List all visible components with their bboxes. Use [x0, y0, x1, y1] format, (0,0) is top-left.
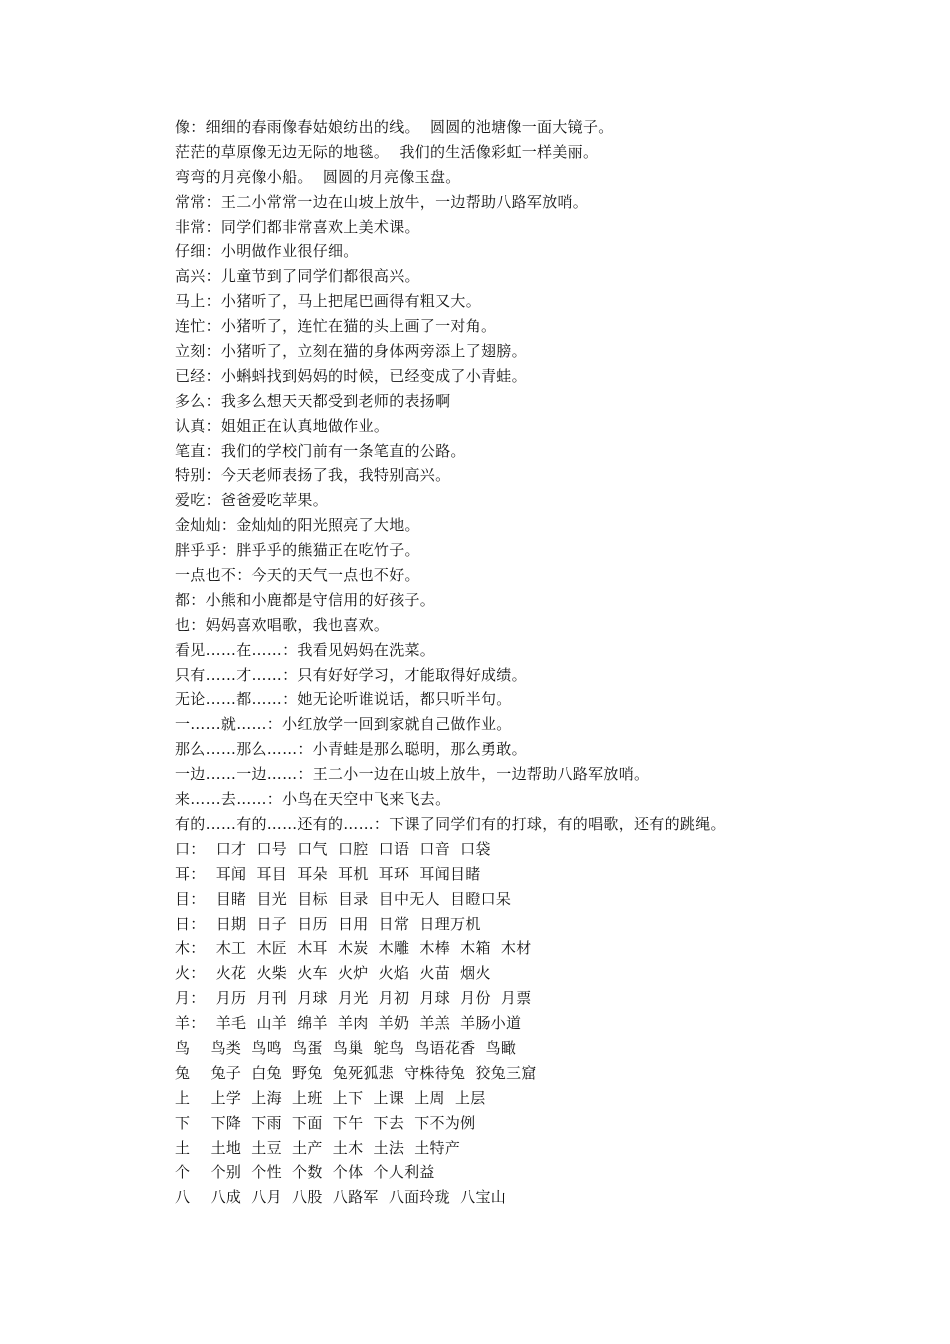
- text-line: 仔细：小明做作业很仔细。: [175, 242, 359, 261]
- word-group-line: 日： 日期 日子 日历 日用 日常 日理万机: [175, 914, 481, 933]
- word-group-line: 耳： 耳闻 耳目 耳朵 耳机 耳环 耳闻目睹: [175, 864, 481, 883]
- text-line: 弯弯的月亮像小船。 圆圆的月亮像玉盘。: [175, 167, 461, 186]
- word-group-line: 火： 火花 火柴 火车 火炉 火焰 火苗 烟火: [175, 964, 491, 983]
- word-group-line: 月： 月历 月刊 月球 月光 月初 月球 月份 月票: [175, 989, 532, 1008]
- text-line: 连忙：小猪听了，连忙在猫的头上画了一对角。: [175, 317, 497, 336]
- word-group-line: 羊： 羊毛 山羊 绵羊 羊肉 羊奶 羊羔 羊肠小道: [175, 1014, 522, 1033]
- text-line: 都：小熊和小鹿都是守信用的好孩子。: [175, 590, 436, 609]
- word-group-line: 上 上学 上海 上班 上下 上课 上周 上层: [175, 1088, 486, 1107]
- text-line: 马上：小猪听了，马上把尾巴画得有粗又大。: [175, 292, 482, 311]
- text-line: 多么：我多么想天天都受到老师的表扬啊: [175, 391, 451, 410]
- text-line: 笔直：我们的学校门前有一条笔直的公路。: [175, 441, 466, 460]
- text-line: 也：妈妈喜欢唱歌，我也喜欢。: [175, 615, 390, 634]
- text-line: 金灿灿：金灿灿的阳光照亮了大地。: [175, 516, 420, 535]
- text-line: 一点也不：今天的天气一点也不好。: [175, 566, 420, 585]
- text-line: 有的……有的……还有的……：下课了同学们有的打球，有的唱歌，还有的跳绳。: [175, 814, 726, 833]
- text-line: 来……去……：小鸟在天空中飞来飞去。: [175, 790, 451, 809]
- text-line: 认真：姐姐正在认真地做作业。: [175, 416, 390, 435]
- word-group-line: 鸟 鸟类 鸟鸣 鸟蛋 鸟巢 鸵鸟 鸟语花香 鸟瞰: [175, 1038, 517, 1057]
- text-line: 看见……在……：我看见妈妈在洗菜。: [175, 640, 436, 659]
- text-line: 立刻：小猪听了，立刻在猫的身体两旁添上了翅膀。: [175, 342, 527, 361]
- text-line: 非常：同学们都非常喜欢上美术课。: [175, 217, 420, 236]
- word-group-line: 个 个别 个性 个数 个体 个人利益: [175, 1163, 435, 1182]
- word-group-line: 口： 口才 口号 口气 口腔 口语 口音 口袋: [175, 839, 491, 858]
- text-line: 一边……一边……：王二小一边在山坡上放牛，一边帮助八路军放哨。: [175, 765, 650, 784]
- text-line: 已经：小蝌蚪找到妈妈的时候，已经变成了小青蛙。: [175, 366, 527, 385]
- text-line: 只有……才……：只有好好学习，才能取得好成绩。: [175, 665, 527, 684]
- text-line: 无论……都……：她无论听谁说话，都只听半句。: [175, 690, 512, 709]
- word-group-line: 木： 木工 木匠 木耳 木炭 木雕 木棒 木箱 木材: [175, 939, 532, 958]
- word-group-line: 目： 目睹 目光 目标 目录 目中无人 目瞪口呆: [175, 889, 512, 908]
- document-body: [175, 115, 915, 1210]
- text-line: 高兴：儿童节到了同学们都很高兴。: [175, 267, 420, 286]
- text-line: 爱吃：爸爸爱吃苹果。: [175, 491, 329, 510]
- text-line: 一……就……：小红放学一回到家就自己做作业。: [175, 715, 512, 734]
- text-line: 那么……那么……：小青蛙是那么聪明，那么勇敢。: [175, 740, 527, 759]
- text-line: 常常：王二小常常一边在山坡上放牛，一边帮助八路军放哨。: [175, 192, 589, 211]
- text-line: 胖乎乎：胖乎乎的熊猫正在吃竹子。: [175, 541, 420, 560]
- word-group-line: 下 下降 下雨 下面 下午 下去 下不为例: [175, 1113, 476, 1132]
- word-group-line: 兔 兔子 白兔 野兔 兔死狐悲 守株待兔 狡兔三窟: [175, 1063, 537, 1082]
- word-group-line: 八 八成 八月 八股 八路军 八面玲珑 八宝山: [175, 1188, 507, 1207]
- word-group-line: 土 土地 土豆 土产 土木 土法 土特产: [175, 1138, 461, 1157]
- text-line: 像：细细的春雨像春姑娘纺出的线。 圆圆的池塘像一面大镜子。: [175, 118, 614, 136]
- text-line: 特别：今天老师表扬了我，我特别高兴。: [175, 466, 451, 485]
- text-line: 茫茫的草原像无边无际的地毯。 我们的生活像彩虹一样美丽。: [175, 142, 599, 161]
